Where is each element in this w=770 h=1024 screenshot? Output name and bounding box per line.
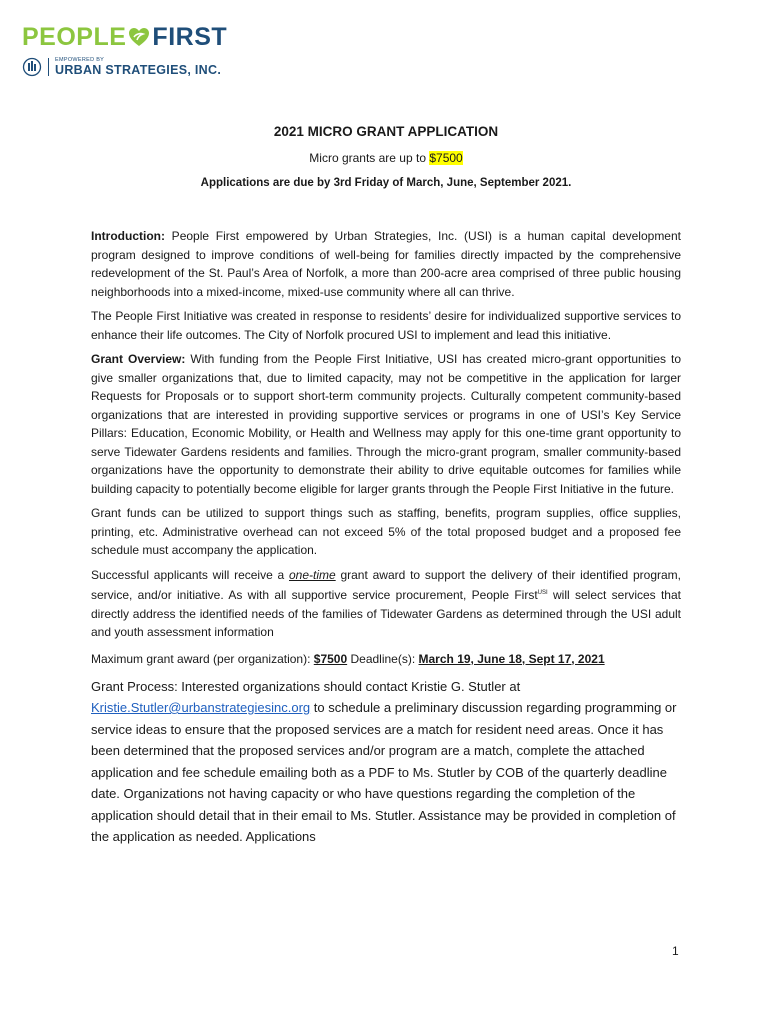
- page-title: 2021 MICRO GRANT APPLICATION: [273, 124, 499, 139]
- deadline-label: Deadline(s):: [347, 651, 419, 666]
- introduction-text: People First empowered by Urban Strategies, Inc. (USI) is a human capital development program designed to improve conditions of well-being for families directly impacted by the comprehensive redevelopment of the St. Paul’s Area of Norfolk, a more than 200-acre area comprised of three public housing neighborhoods into a mixed-income, mixed-use community where all can thrive.: [91, 229, 681, 299]
- document-body: [91, 124, 681, 848]
- empowered-by-text: EMPOWERED BY: [55, 57, 105, 63]
- successful-applicants-paragraph: [91, 566, 681, 642]
- logo-usi-text: [55, 57, 221, 77]
- successful-before: Successful applicants will receive a: [91, 567, 289, 582]
- logo-divider: [48, 58, 49, 76]
- grant-overview-text: With funding from the People First Initiative, USI has created micro-grant opportunities to give smaller organizations that, due to limited capacity, may not be competitive in the application for larger Requests for Proposals or to support short-term community projects. Culturally competent community-based organizations that are interested in providing supportive services or programs in one of USI’s Key Service Pillars: Education, Economic Mobility, or Health and Wellness may apply for this one-time grant opportunity to serve Tidewater Gardens residents and families. Through the micro-grant program, smaller community-based organizations have the opportunity to demonstrate their ability to drive equitable outcomes for families while building capacity to potentially become eligible for larger grants through the People First Initiative in the future.: [91, 352, 682, 496]
- subtitle-text: Micro grants are up to: [309, 151, 430, 165]
- contact-email-link[interactable]: Kristie.Stutler@urbanstrategiesinc.org: [91, 700, 311, 715]
- logo-subline: [22, 57, 242, 77]
- usi-building-icon: [22, 57, 42, 77]
- logo-first-text: FIRST: [152, 22, 228, 51]
- initiative-paragraph: The People First Initiative was created in response to residents’ desire for individualized supportive services to enhance their life outcomes. The City of Norfolk procured USI to implement and lead this initiative.: [91, 309, 681, 342]
- page-number: 1: [672, 944, 679, 958]
- highlighted-amount: $7500: [429, 151, 463, 165]
- grant-overview-paragraph: [91, 350, 681, 498]
- due-dates-line: Applications are due by 3rd Friday of March, June, September 2021.: [200, 177, 572, 189]
- grant-process-text: to schedule a preliminary discussion regarding programming or service ideas to ensure that the proposed services are a match for resident need areas. Once it has been determined that the proposed services and/or program are a match, complete the attached application and fee schedule emailing both as a PDF to Ms. Stutler by COB of the quarterly deadline date. Organizations not having capacity or who have questions regarding the completion of the application should detail that in their email to Ms. Stutler. Assistance may be provided in completion of the application as needed. Applications: [91, 700, 677, 844]
- max-award-line: [91, 652, 681, 666]
- introduction-paragraph: [91, 227, 681, 301]
- successful-after: will select services that directly address the identified needs of the families of Tidewater Gardens as determined through the USI adult and youth assessment information: [91, 588, 681, 639]
- logo-people-text: PEOPLE: [22, 22, 127, 51]
- grant-overview-label: Grant Overview:: [91, 352, 186, 366]
- successful-middle: grant award to support the delivery of their identified program, service, and/or initiative. As with all supportive service procurement, People First: [91, 567, 682, 602]
- one-time-emphasis: one-time: [289, 567, 336, 582]
- people-first-logo: [22, 22, 242, 82]
- urban-strategies-text: URBAN STRATEGIES, INC.: [55, 63, 222, 77]
- micro-grant-subtitle: [91, 151, 681, 165]
- heart-leaf-icon: [127, 25, 151, 49]
- grant-process-intro: Grant Process: Interested organizations should contact Kristie G. Stutler at: [91, 678, 521, 694]
- deadline-dates: March 19, June 18, Sept 17, 2021: [418, 651, 605, 666]
- usi-superscript: USI: [537, 590, 548, 596]
- grant-process-paragraph: [91, 676, 681, 848]
- logo-wordmark: [22, 22, 242, 52]
- grant-funds-paragraph: Grant funds can be utilized to support things such as staffing, benefits, program supplies, office supplies, printing, etc. Administrative overhead can not exceed 5% of the total proposed budget and a proposed fee schedule must accompany the application.: [91, 506, 681, 557]
- max-award-label: Maximum grant award (per organization):: [91, 651, 314, 666]
- max-award-amount: $7500: [313, 651, 348, 666]
- introduction-label: Introduction:: [91, 229, 165, 243]
